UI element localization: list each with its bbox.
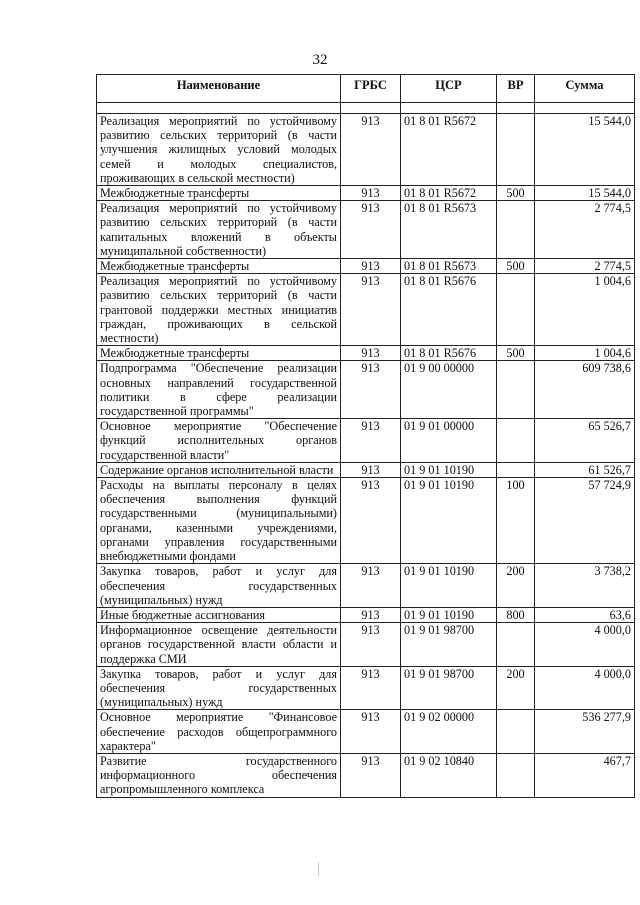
cell-vr	[497, 753, 535, 797]
cell-name: Иные бюджетные ассигнования	[97, 607, 341, 622]
cell-vr	[497, 623, 535, 667]
cell-csr: 01 8 01 R5673	[401, 201, 497, 259]
cell-csr: 01 9 01 98700	[401, 666, 497, 710]
table-row	[97, 564, 635, 608]
cell-vr: 800	[497, 607, 535, 622]
cell-grbs: 913	[341, 710, 401, 754]
cell-csr: 01 8 01 R5672	[401, 186, 497, 201]
cell-name: Информационное освещение деятельности органов государственной власти области и поддержка СМИ	[97, 623, 341, 667]
cell-vr	[497, 419, 535, 463]
cell-vr	[497, 201, 535, 259]
cell-csr: 01 8 01 R5672	[401, 114, 497, 186]
cell-sum: 4 000,0	[535, 623, 635, 667]
cell-name: Основное мероприятие "Обеспечение функций исполнительных органов государственной власти"	[97, 419, 341, 463]
page-number: 32	[312, 52, 328, 68]
cell-vr: 200	[497, 564, 535, 608]
table-row	[97, 462, 635, 477]
cell-sum: 57 724,9	[535, 478, 635, 564]
table-row	[97, 361, 635, 419]
cell-csr: 01 9 01 98700	[401, 623, 497, 667]
cell-name: Межбюджетные трансферты	[97, 259, 341, 274]
table-row	[97, 753, 635, 797]
cell-vr: 100	[497, 478, 535, 564]
header-grbs: ГРБС	[341, 75, 401, 103]
table-row	[97, 419, 635, 463]
cell-sum: 63,6	[535, 607, 635, 622]
table-row	[97, 710, 635, 754]
spacer-cell	[401, 103, 497, 114]
cell-sum: 15 544,0	[535, 186, 635, 201]
cell-name: Реализация мероприятий по устойчивому развитию сельских территорий (в части капитальных вложений в объекты муниципальной собственности)	[97, 201, 341, 259]
cell-name: Закупка товаров, работ и услуг для обеспечения государственных (муниципальных) нужд	[97, 564, 341, 608]
table-row	[97, 346, 635, 361]
cell-vr	[497, 462, 535, 477]
cell-grbs: 913	[341, 564, 401, 608]
cell-sum: 15 544,0	[535, 114, 635, 186]
cell-sum: 2 774,5	[535, 201, 635, 259]
cell-sum: 1 004,6	[535, 274, 635, 346]
cell-grbs: 913	[341, 623, 401, 667]
cell-grbs: 913	[341, 462, 401, 477]
header-name: Наименование	[97, 75, 341, 103]
header-csr: ЦСР	[401, 75, 497, 103]
budget-table	[96, 74, 635, 798]
cell-vr: 500	[497, 346, 535, 361]
cell-csr: 01 8 01 R5673	[401, 259, 497, 274]
cell-sum: 609 738,6	[535, 361, 635, 419]
cell-vr	[497, 114, 535, 186]
cell-sum: 467,7	[535, 753, 635, 797]
cell-grbs: 913	[341, 259, 401, 274]
scan-mark	[318, 862, 319, 876]
cell-name: Межбюджетные трансферты	[97, 346, 341, 361]
cell-name: Развитие государственного информационного обеспечения агропромышленного комплекса	[97, 753, 341, 797]
cell-csr: 01 9 02 00000	[401, 710, 497, 754]
cell-grbs: 913	[341, 346, 401, 361]
cell-name: Подпрограмма "Обеспечение реализации основных направлений государственной политики в сфере реализации государственной программы"	[97, 361, 341, 419]
cell-grbs: 913	[341, 478, 401, 564]
cell-csr: 01 9 01 10190	[401, 607, 497, 622]
cell-vr: 500	[497, 259, 535, 274]
spacer-cell	[97, 103, 341, 114]
cell-vr	[497, 361, 535, 419]
table-header-row	[97, 75, 635, 103]
table-row	[97, 478, 635, 564]
cell-sum: 4 000,0	[535, 666, 635, 710]
cell-grbs: 913	[341, 114, 401, 186]
header-vr: ВР	[497, 75, 535, 103]
table-row	[97, 259, 635, 274]
cell-grbs: 913	[341, 666, 401, 710]
table-row	[97, 623, 635, 667]
table-row	[97, 666, 635, 710]
cell-vr: 200	[497, 666, 535, 710]
cell-csr: 01 9 01 10190	[401, 462, 497, 477]
cell-csr: 01 9 01 10190	[401, 564, 497, 608]
cell-sum: 1 004,6	[535, 346, 635, 361]
cell-csr: 01 9 02 10840	[401, 753, 497, 797]
cell-csr: 01 9 01 10190	[401, 478, 497, 564]
cell-csr: 01 9 01 00000	[401, 419, 497, 463]
table-row	[97, 201, 635, 259]
cell-vr: 500	[497, 186, 535, 201]
cell-grbs: 913	[341, 361, 401, 419]
cell-sum: 536 277,9	[535, 710, 635, 754]
cell-sum: 2 774,5	[535, 259, 635, 274]
spacer-cell	[341, 103, 401, 114]
cell-csr: 01 8 01 R5676	[401, 274, 497, 346]
spacer-cell	[535, 103, 635, 114]
table-row	[97, 114, 635, 186]
cell-grbs: 913	[341, 753, 401, 797]
cell-name: Содержание органов исполнительной власти	[97, 462, 341, 477]
cell-name: Закупка товаров, работ и услуг для обеспечения государственных (муниципальных) нужд	[97, 666, 341, 710]
cell-name: Реализация мероприятий по устойчивому развитию сельских территорий (в части грантовой поддержки местных инициатив граждан, проживающих в сельской местности)	[97, 274, 341, 346]
table-row	[97, 607, 635, 622]
cell-grbs: 913	[341, 607, 401, 622]
cell-sum: 61 526,7	[535, 462, 635, 477]
table-body	[97, 103, 635, 798]
cell-sum: 3 738,2	[535, 564, 635, 608]
cell-grbs: 913	[341, 201, 401, 259]
header-sum: Сумма	[535, 75, 635, 103]
cell-name: Межбюджетные трансферты	[97, 186, 341, 201]
cell-sum: 65 526,7	[535, 419, 635, 463]
cell-csr: 01 8 01 R5676	[401, 346, 497, 361]
spacer-cell	[497, 103, 535, 114]
cell-name: Расходы на выплаты персоналу в целях обеспечения выполнения функций государственными (муниципальными) органами, казенными учреждениями, органами управления государственными внебюджетными фондами	[97, 478, 341, 564]
cell-name: Основное мероприятие "Финансовое обеспечение расходов общепрограммного характера"	[97, 710, 341, 754]
cell-grbs: 913	[341, 186, 401, 201]
cell-name: Реализация мероприятий по устойчивому развитию сельских территорий (в части улучшения жилищных условий молодых семей и молодых специалистов, проживающих в сельской местности)	[97, 114, 341, 186]
header-spacer-row	[97, 103, 635, 114]
cell-grbs: 913	[341, 274, 401, 346]
cell-vr	[497, 274, 535, 346]
cell-vr	[497, 710, 535, 754]
cell-grbs: 913	[341, 419, 401, 463]
table-row	[97, 186, 635, 201]
cell-csr: 01 9 00 00000	[401, 361, 497, 419]
table-row	[97, 274, 635, 346]
